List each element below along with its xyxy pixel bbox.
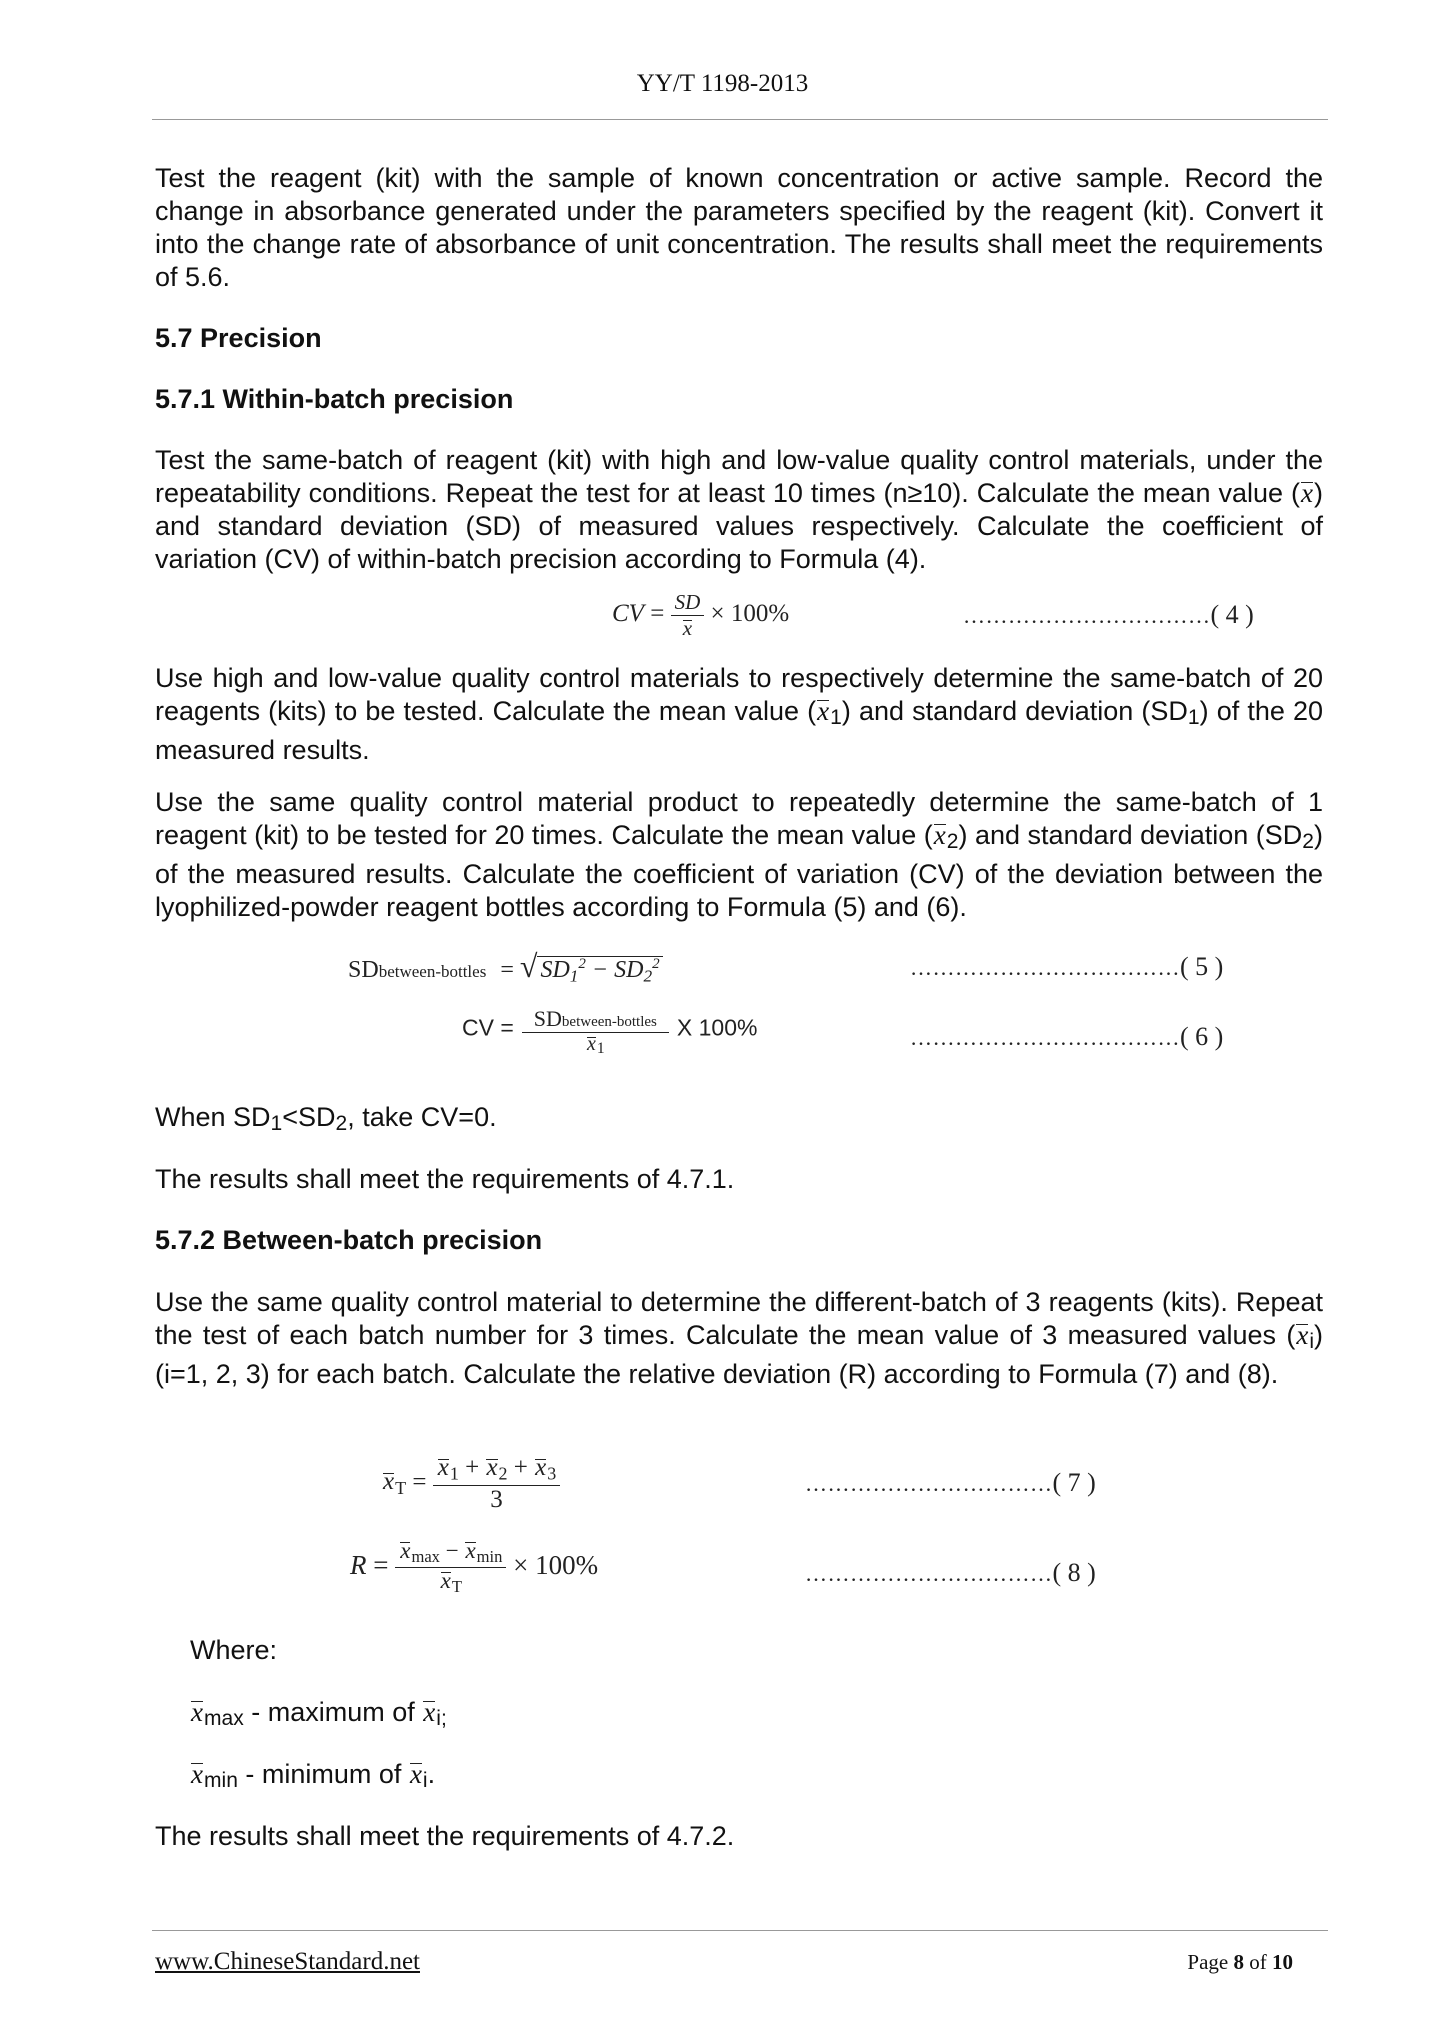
- formula-7-leader: ……………………………( 7 ): [805, 1468, 1096, 1497]
- formula-5-number: ( 5 ): [1180, 952, 1224, 981]
- footer-divider: [152, 1930, 1328, 1931]
- where-label: Where:: [190, 1635, 278, 1665]
- formula-6-leader: ………………………………( 6 ): [910, 1022, 1224, 1051]
- between-batch-paragraph: Use the same quality control material to determine the different-batch of 3 reagents (kits). Repeat the test of each batch number for 3 times. Calculate the mean value of 3 measured values (xi) (i=1, 2, 3) for each batch. Calculate the relative deviation (R) according to Formula (7) and (8).: [155, 1287, 1323, 1390]
- formula-6-number: ( 6 ): [1180, 1022, 1224, 1051]
- within-batch-paragraph: Test the same-batch of reagent (kit) with high and low-value quality control materials, under the repeatability conditions. Repeat the test for at least 10 times (n≥10). Calculate the mean value (x) and standard deviation (SD) of measured values respectively. Calculate the coefficient of variation (CV) of within-batch precision according to Formula (4).: [155, 445, 1323, 574]
- definition-x-min: xmin - minimum of xi.: [191, 1759, 436, 1793]
- website-link[interactable]: www.ChineseStandard.net: [155, 1948, 420, 1975]
- results-4-7-2: The results shall meet the requirements of 4.7.2.: [155, 1821, 735, 1851]
- formula-6: CV = $\frac{\text{SDbetween-bottles}}{x1}$ X 100%: [462, 1006, 758, 1058]
- header-divider: [152, 119, 1328, 120]
- same-quality-paragraph: Use the same quality control material product to repeatedly determine the same-batch of 1 reagent (kit) to be tested for 20 times. Calculate the mean value (x2) and standard deviation (SD2) of the measured results. Calculate the coefficient of variation (CV) of the deviation between the lyophilized-powder reagent bottles according to Formula (5) and (6).: [155, 787, 1323, 923]
- reagents-20-paragraph: Use high and low-value quality control materials to respectively determine the same-batch of 20 reagents (kits) to be tested. Calculate the mean value (x1) and standard deviation (SD1) of the 20 measured results.: [155, 663, 1323, 766]
- formula-7-number: ( 7 ): [1052, 1468, 1096, 1497]
- formula-5-leader: ………………………………( 5 ): [910, 952, 1224, 981]
- results-4-7-1: The results shall meet the requirements of 4.7.1.: [155, 1164, 735, 1194]
- x-bar-symbol: x: [1301, 478, 1313, 508]
- definition-x-max: xmax - maximum of xi;: [191, 1697, 447, 1731]
- document-code-header: YY/T 1198-2013: [636, 70, 809, 97]
- intro-paragraph: Test the reagent (kit) with the sample of known concentration or active sample. Record the change in absorbance generated under the parameters specified by the reagent (kit). Convert it into the change rate of absorbance of unit concentration. The results shall meet the requirements of 5.6.: [155, 163, 1323, 292]
- section-5-7-1-heading: 5.7.1 Within-batch precision: [155, 384, 514, 414]
- section-5-7-heading: 5.7 Precision: [155, 323, 322, 353]
- formula-7: $x_T$ = $\frac{x_1 + x_2 + x_3}{3}$: [382, 1454, 560, 1514]
- cv-zero-condition: When SD1<SD2, take CV=0.: [155, 1102, 497, 1136]
- formula-4: CV = $\frac{SD}{x}$ × 100%: [612, 590, 790, 640]
- formula-8-leader: ……………………………( 8 ): [805, 1558, 1096, 1587]
- section-5-7-2-heading: 5.7.2 Between-batch precision: [155, 1225, 543, 1255]
- formula-8-number: ( 8 ): [1052, 1558, 1096, 1587]
- formula-5: SDbetween-bottles = √ $SD_1^2 - SD_2^2$: [348, 948, 663, 986]
- formula-4-number: ( 4 ): [1210, 600, 1254, 629]
- formula-8: R = $\frac{x_{max} - x_{min}}{x_T}$ × 100%: [350, 1538, 599, 1597]
- page-number: Page 8 of 10: [1187, 1950, 1293, 1974]
- formula-4-leader: ……………………………( 4 ): [963, 600, 1254, 629]
